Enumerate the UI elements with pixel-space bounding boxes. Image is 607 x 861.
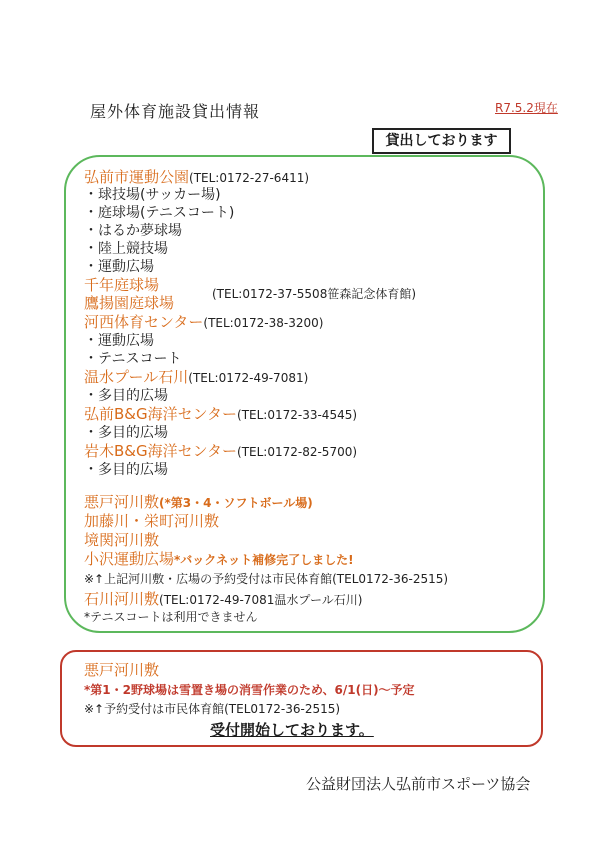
facility-tel: (TEL:0172-49-7081温水プール石川) [159, 593, 363, 607]
facility-item: ・テニスコート [84, 351, 182, 367]
river-name: 小沢運動広場 [84, 550, 175, 568]
facility-kasai [84, 311, 323, 332]
facility-name: 弘前市運動公園 [84, 168, 190, 186]
facility-tel: (TEL:0172-38-3200) [203, 316, 324, 330]
facility-tel: (TEL:0172-49-7081) [188, 371, 309, 385]
notice-line-1: *第1・2野球場は雪置き場の消雪作業のため、6/1(日)～予定 [84, 683, 415, 697]
facility-item: ・多目的広場 [84, 388, 168, 404]
notice-line-2: ※↑予約受付は市民体育館(TEL0172-36-2515) [84, 702, 341, 716]
facility-tel: (TEL:0172-82-5700) [237, 445, 358, 459]
as-of-date: R7.5.2現在 [495, 101, 558, 115]
facility-tel: (TEL:0172-37-5508笹森記念体育館) [212, 287, 417, 301]
river-akudo [84, 491, 313, 512]
ozawa-sports-ground [84, 548, 354, 569]
facility-item: ・運動広場 [84, 259, 154, 275]
facility-item: ・球技場(サッカー場) [84, 187, 221, 203]
facility-bg-iwaki [84, 440, 357, 461]
facility-name: 河西体育センター [84, 313, 204, 331]
facility-tel: (TEL:0172-33-4545) [237, 408, 358, 422]
accepting-now: 受付開始しております。 [210, 721, 374, 739]
page-title: 屋外体育施設貸出情報 [90, 102, 261, 121]
facility-item: ・運動広場 [84, 333, 154, 349]
organization-name: 公益財団法人弘前市スポーツ協会 [306, 775, 531, 793]
facility-item: ・陸上競技場 [84, 241, 168, 257]
facility-bg-hirosaki [84, 403, 357, 424]
river-sakaizeki: 境関河川敷 [84, 531, 160, 549]
facility-sennen: 千年庭球場 [84, 276, 160, 294]
facility-item: ・庭球場(テニスコート) [84, 205, 235, 221]
facility-name: 岩木B&G海洋センター [84, 442, 238, 460]
river-ishikawa [84, 588, 362, 609]
facility-takanobashi: 鷹揚園庭球場 [84, 294, 175, 312]
facility-item: ・はるか夢球場 [84, 223, 182, 239]
river-kato: 加藤川・栄町河川敷 [84, 512, 220, 530]
facility-name: 弘前B&G海洋センター [84, 405, 238, 423]
facility-onsui [84, 366, 308, 387]
lending-status-badge: 貸出しております [372, 128, 511, 154]
notice-river-name: 悪戸河川敷 [84, 661, 160, 679]
facility-item: ・多目的広場 [84, 425, 168, 441]
tennis-note: *テニスコートは利用できません [84, 610, 258, 624]
river-name: 石川河川敷 [84, 590, 160, 608]
facility-item: ・多目的広場 [84, 462, 168, 478]
ozawa-note: *バックネット補修完了しました! [174, 553, 354, 567]
facility-tel: (TEL:0172-27-6411) [189, 171, 310, 185]
river-note: (*第3・4・ソフトボール場) [159, 496, 313, 510]
facility-name: 温水プール石川 [84, 368, 189, 386]
reservation-note: ※↑上記河川敷・広場の予約受付は市民体育館(TEL0172-36-2515) [84, 572, 449, 586]
river-name: 悪戸河川敷 [84, 493, 160, 511]
